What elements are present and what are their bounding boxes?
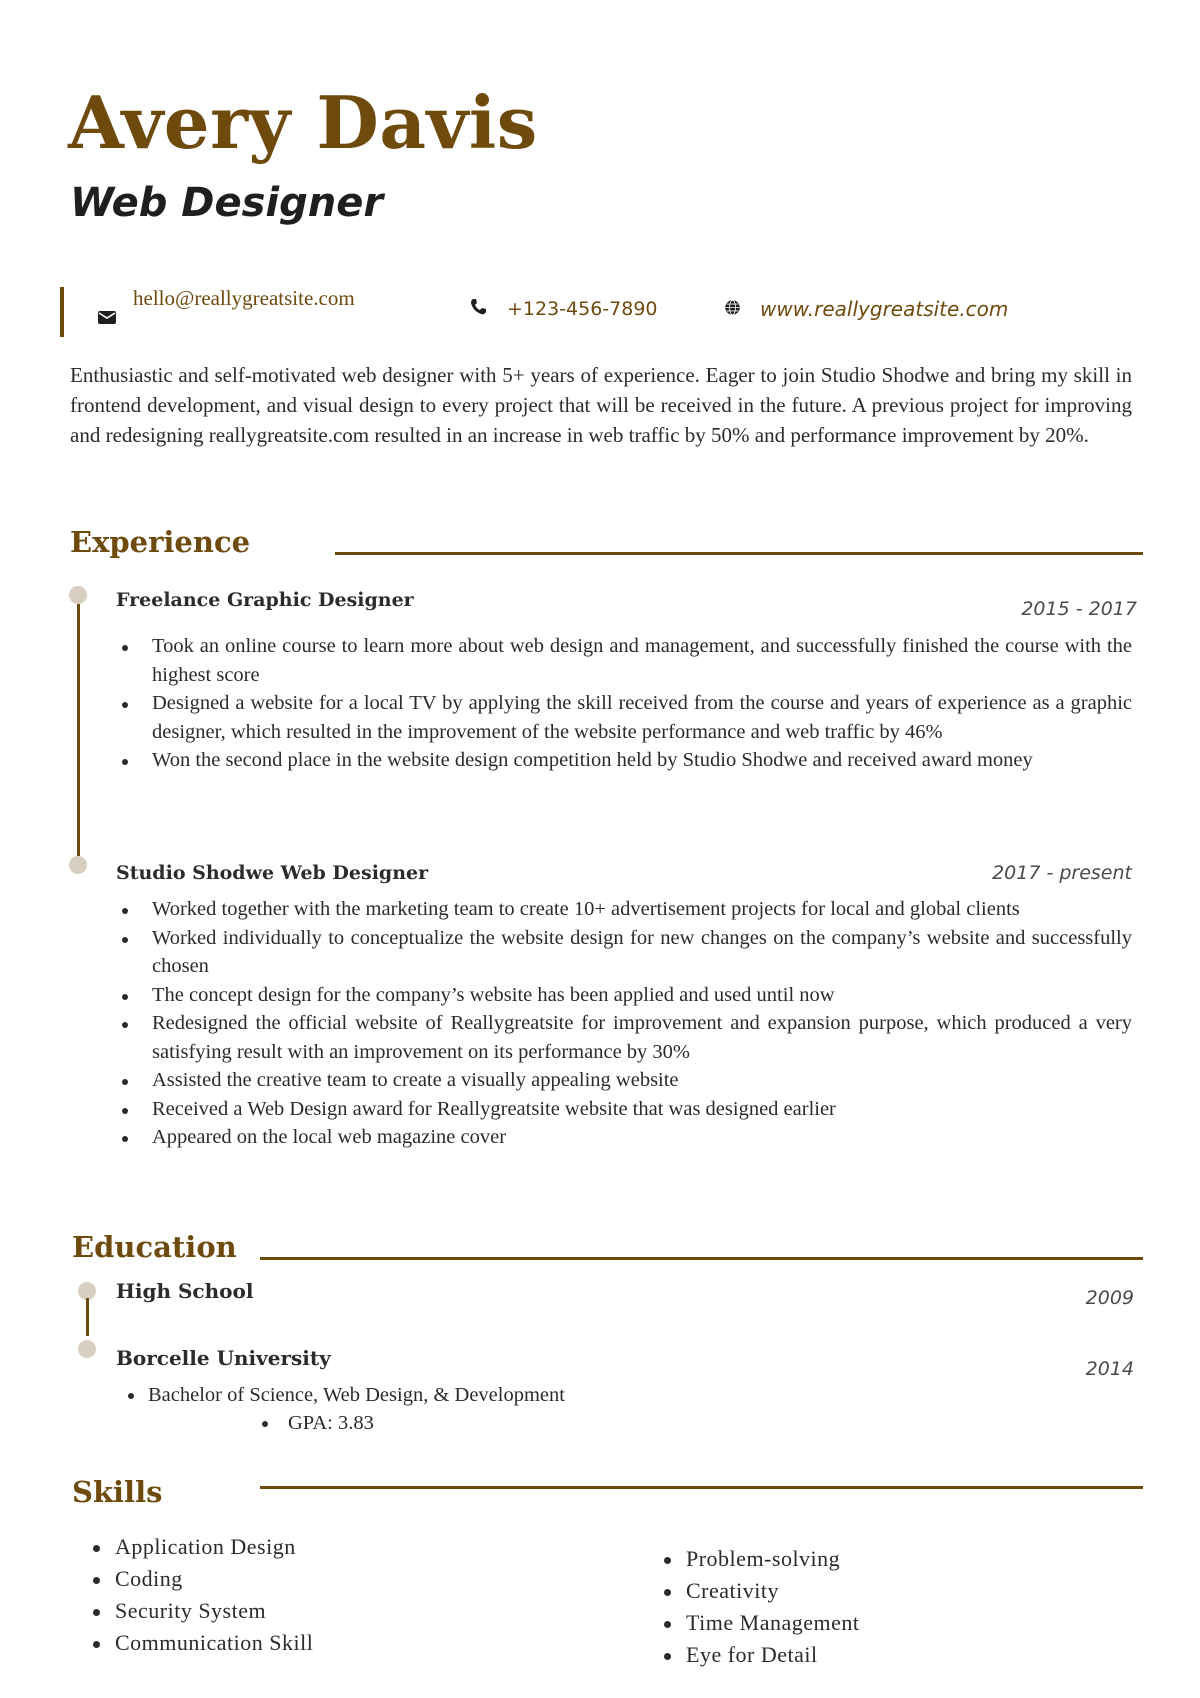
skills-list-right <box>664 1543 860 1671</box>
list-item: Redesigned the official website of Reallygreatsite for improvement and expansion purpose, which produced a very satisfying result with an improvement on its performance by 30% <box>120 1009 1132 1066</box>
list-item: Received a Web Design award for Reallygreatsite website that was designed earlier <box>120 1095 1132 1124</box>
envelope-icon <box>97 307 117 327</box>
list-item: Worked together with the marketing team to create 10+ advertisement projects for local and global clients <box>120 895 1132 924</box>
skill-item: Coding <box>93 1563 313 1595</box>
job-title: Freelance Graphic Designer <box>116 589 414 611</box>
job-bullets <box>120 895 1132 1152</box>
skill-item: Communication Skill <box>93 1627 313 1659</box>
list-item: Designed a website for a local TV by applying the skill received from the course and years of experience as a graphic designer, which resulted in the improvement of the website performance and web traffic by 46% <box>120 689 1132 746</box>
skill-item: Application Design <box>93 1531 313 1563</box>
candidate-name: Avery Davis <box>68 80 538 165</box>
timeline-dot <box>69 856 87 874</box>
job-title: Studio Shodwe Web Designer <box>116 862 429 884</box>
experience-heading: Experience <box>70 525 251 559</box>
bullet-dot <box>262 1421 268 1427</box>
gpa: GPA: 3.83 <box>288 1412 374 1434</box>
education-divider <box>260 1257 1143 1260</box>
skills-divider <box>260 1486 1143 1489</box>
phone-link[interactable]: +123-456-7890 <box>507 298 658 320</box>
skill-item: Time Management <box>664 1607 860 1639</box>
skills-heading: Skills <box>72 1475 163 1509</box>
skill-item: Eye for Detail <box>664 1639 860 1671</box>
skill-item: Security System <box>93 1595 313 1627</box>
job-bullets <box>120 632 1132 775</box>
school-name: High School <box>116 1279 254 1303</box>
globe-icon <box>724 299 741 316</box>
bullet-dot <box>128 1393 134 1399</box>
timeline-line <box>86 1298 89 1336</box>
website-link[interactable]: www.reallygreatsite.com <box>760 297 1009 321</box>
list-item: Took an online course to learn more about web design and management, and successfully finished the course with the highest score <box>120 632 1132 689</box>
skill-item: Creativity <box>664 1575 860 1607</box>
list-item: Assisted the creative team to create a visually appealing website <box>120 1066 1132 1095</box>
timeline-line <box>77 604 80 856</box>
email-link[interactable]: hello@reallygreatsite.com <box>133 286 355 310</box>
school-name: Borcelle University <box>116 1346 331 1370</box>
list-item: Won the second place in the website design competition held by Studio Shodwe and received award money <box>120 746 1132 775</box>
degree-name: Bachelor of Science, Web Design, & Development <box>148 1384 565 1406</box>
skill-item: Problem-solving <box>664 1543 860 1575</box>
education-year: 2014 <box>1085 1358 1134 1380</box>
list-item: The concept design for the company’s website has been applied and used until now <box>120 981 1132 1010</box>
list-item: Worked individually to conceptualize the website design for new changes on the company’s website and successfully chosen <box>120 924 1132 981</box>
skills-list-left <box>93 1531 313 1659</box>
profile-summary: Enthusiastic and self-motivated web designer with 5+ years of experience. Eager to join Studio Shodwe and bring my skill in frontend development, and visual design to every project that will be received in the future. A previous project for improving and redesigning reallygreatsite.com resulted in an increase in web traffic by 50% and performance improvement by 20%. <box>70 363 1132 447</box>
phone-icon <box>468 297 488 317</box>
timeline-dot <box>69 586 87 604</box>
experience-divider <box>335 552 1143 555</box>
job-dates: 2017 - present <box>992 862 1132 884</box>
timeline-dot <box>78 1340 96 1358</box>
job-role: Web Designer <box>70 180 384 226</box>
education-heading: Education <box>72 1230 237 1264</box>
job-dates: 2015 - 2017 <box>1021 598 1137 620</box>
list-item: Appeared on the local web magazine cover <box>120 1123 1132 1152</box>
education-year: 2009 <box>1085 1287 1134 1309</box>
contact-accent-bar <box>60 287 64 337</box>
